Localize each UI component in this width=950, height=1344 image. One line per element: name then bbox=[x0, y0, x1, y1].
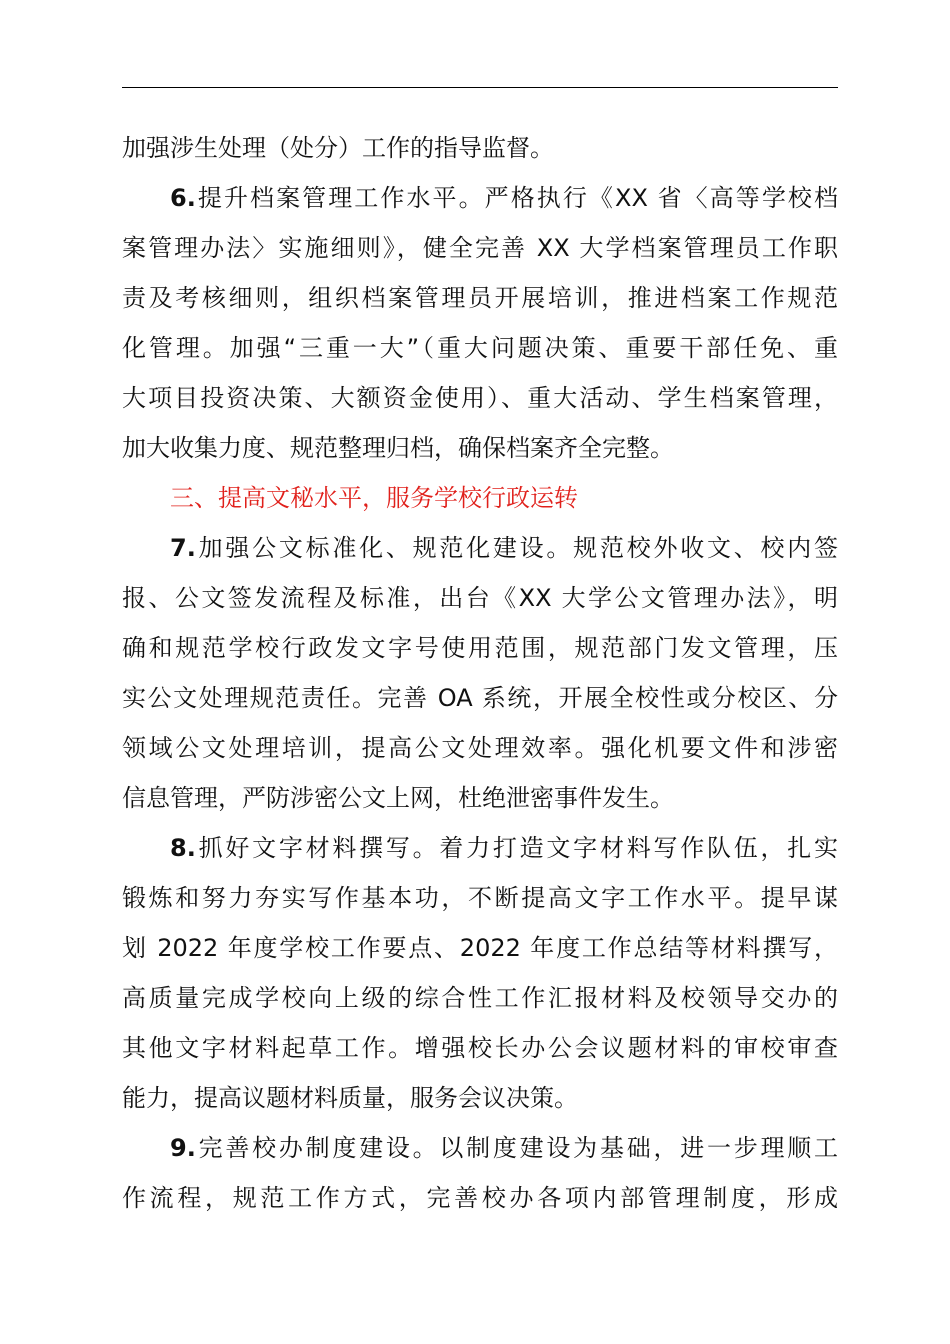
section-heading: 三、提高文秘水平，服务学校行政运转 bbox=[170, 484, 578, 512]
paragraph-line: 其他文字材料起草工作。增强校长办公会议题材料的审校审查 bbox=[122, 1034, 838, 1062]
item-8-line bbox=[170, 833, 838, 863]
item-6-text: 提升档案管理工作水平。严格执行《XX 省〈高等学校档 bbox=[195, 184, 838, 212]
item-7-text: 加强公文标准化、规范化建设。规范校外收文、校内签 bbox=[195, 534, 838, 562]
item-8-number: 8. bbox=[170, 834, 196, 862]
paragraph-line: 案管理办法〉实施细则》，健全完善 XX 大学档案管理员工作职 bbox=[122, 234, 838, 262]
paragraph-line: 责及考核细则，组织档案管理员开展培训，推进档案工作规范 bbox=[122, 284, 838, 312]
item-9-line bbox=[170, 1133, 838, 1163]
item-8-text: 抓好文字材料撰写。着力打造文字材料写作队伍，扎实 bbox=[195, 834, 838, 862]
paragraph-line: 划 2022 年度学校工作要点、2022 年度工作总结等材料撰写， bbox=[122, 934, 838, 962]
paragraph-line: 能力，提高议题材料质量，服务会议决策。 bbox=[122, 1084, 578, 1112]
paragraph-line: 锻炼和努力夯实写作基本功，不断提高文字工作水平。提早谋 bbox=[122, 884, 838, 912]
paragraph-line: 作流程，规范工作方式，完善校办各项内部管理制度，形成 bbox=[122, 1184, 838, 1212]
paragraph-line: 大项目投资决策、大额资金使用）、重大活动、学生档案管理， bbox=[122, 384, 838, 412]
paragraph-line: 确和规范学校行政发文字号使用范围，规范部门发文管理，压 bbox=[122, 634, 838, 662]
item-9-text: 完善校办制度建设。以制度建设为基础，进一步理顺工 bbox=[195, 1134, 838, 1162]
paragraph-line: 信息管理，严防涉密公文上网，杜绝泄密事件发生。 bbox=[122, 784, 674, 812]
paragraph-line: 高质量完成学校向上级的综合性工作汇报材料及校领导交办的 bbox=[122, 984, 838, 1012]
item-6-number: 6. bbox=[170, 184, 196, 212]
item-7-line bbox=[170, 533, 838, 563]
paragraph-line: 化管理。加强“三重一大”（重大问题决策、重要干部任免、重 bbox=[122, 334, 838, 362]
item-7-number: 7. bbox=[170, 534, 196, 562]
paragraph-line: 加强涉生处理（处分）工作的指导监督。 bbox=[122, 134, 554, 162]
header-rule bbox=[122, 87, 838, 88]
paragraph-line: 加大收集力度、规范整理归档，确保档案齐全完整。 bbox=[122, 434, 674, 462]
paragraph-line: 报、公文签发流程及标准，出台《XX 大学公文管理办法》，明 bbox=[122, 584, 838, 612]
item-6-line bbox=[170, 183, 838, 213]
item-9-number: 9. bbox=[170, 1134, 196, 1162]
paragraph-line: 领域公文处理培训，提高公文处理效率。强化机要文件和涉密 bbox=[122, 734, 838, 762]
paragraph-line: 实公文处理规范责任。完善 OA 系统，开展全校性或分校区、分 bbox=[122, 684, 838, 712]
